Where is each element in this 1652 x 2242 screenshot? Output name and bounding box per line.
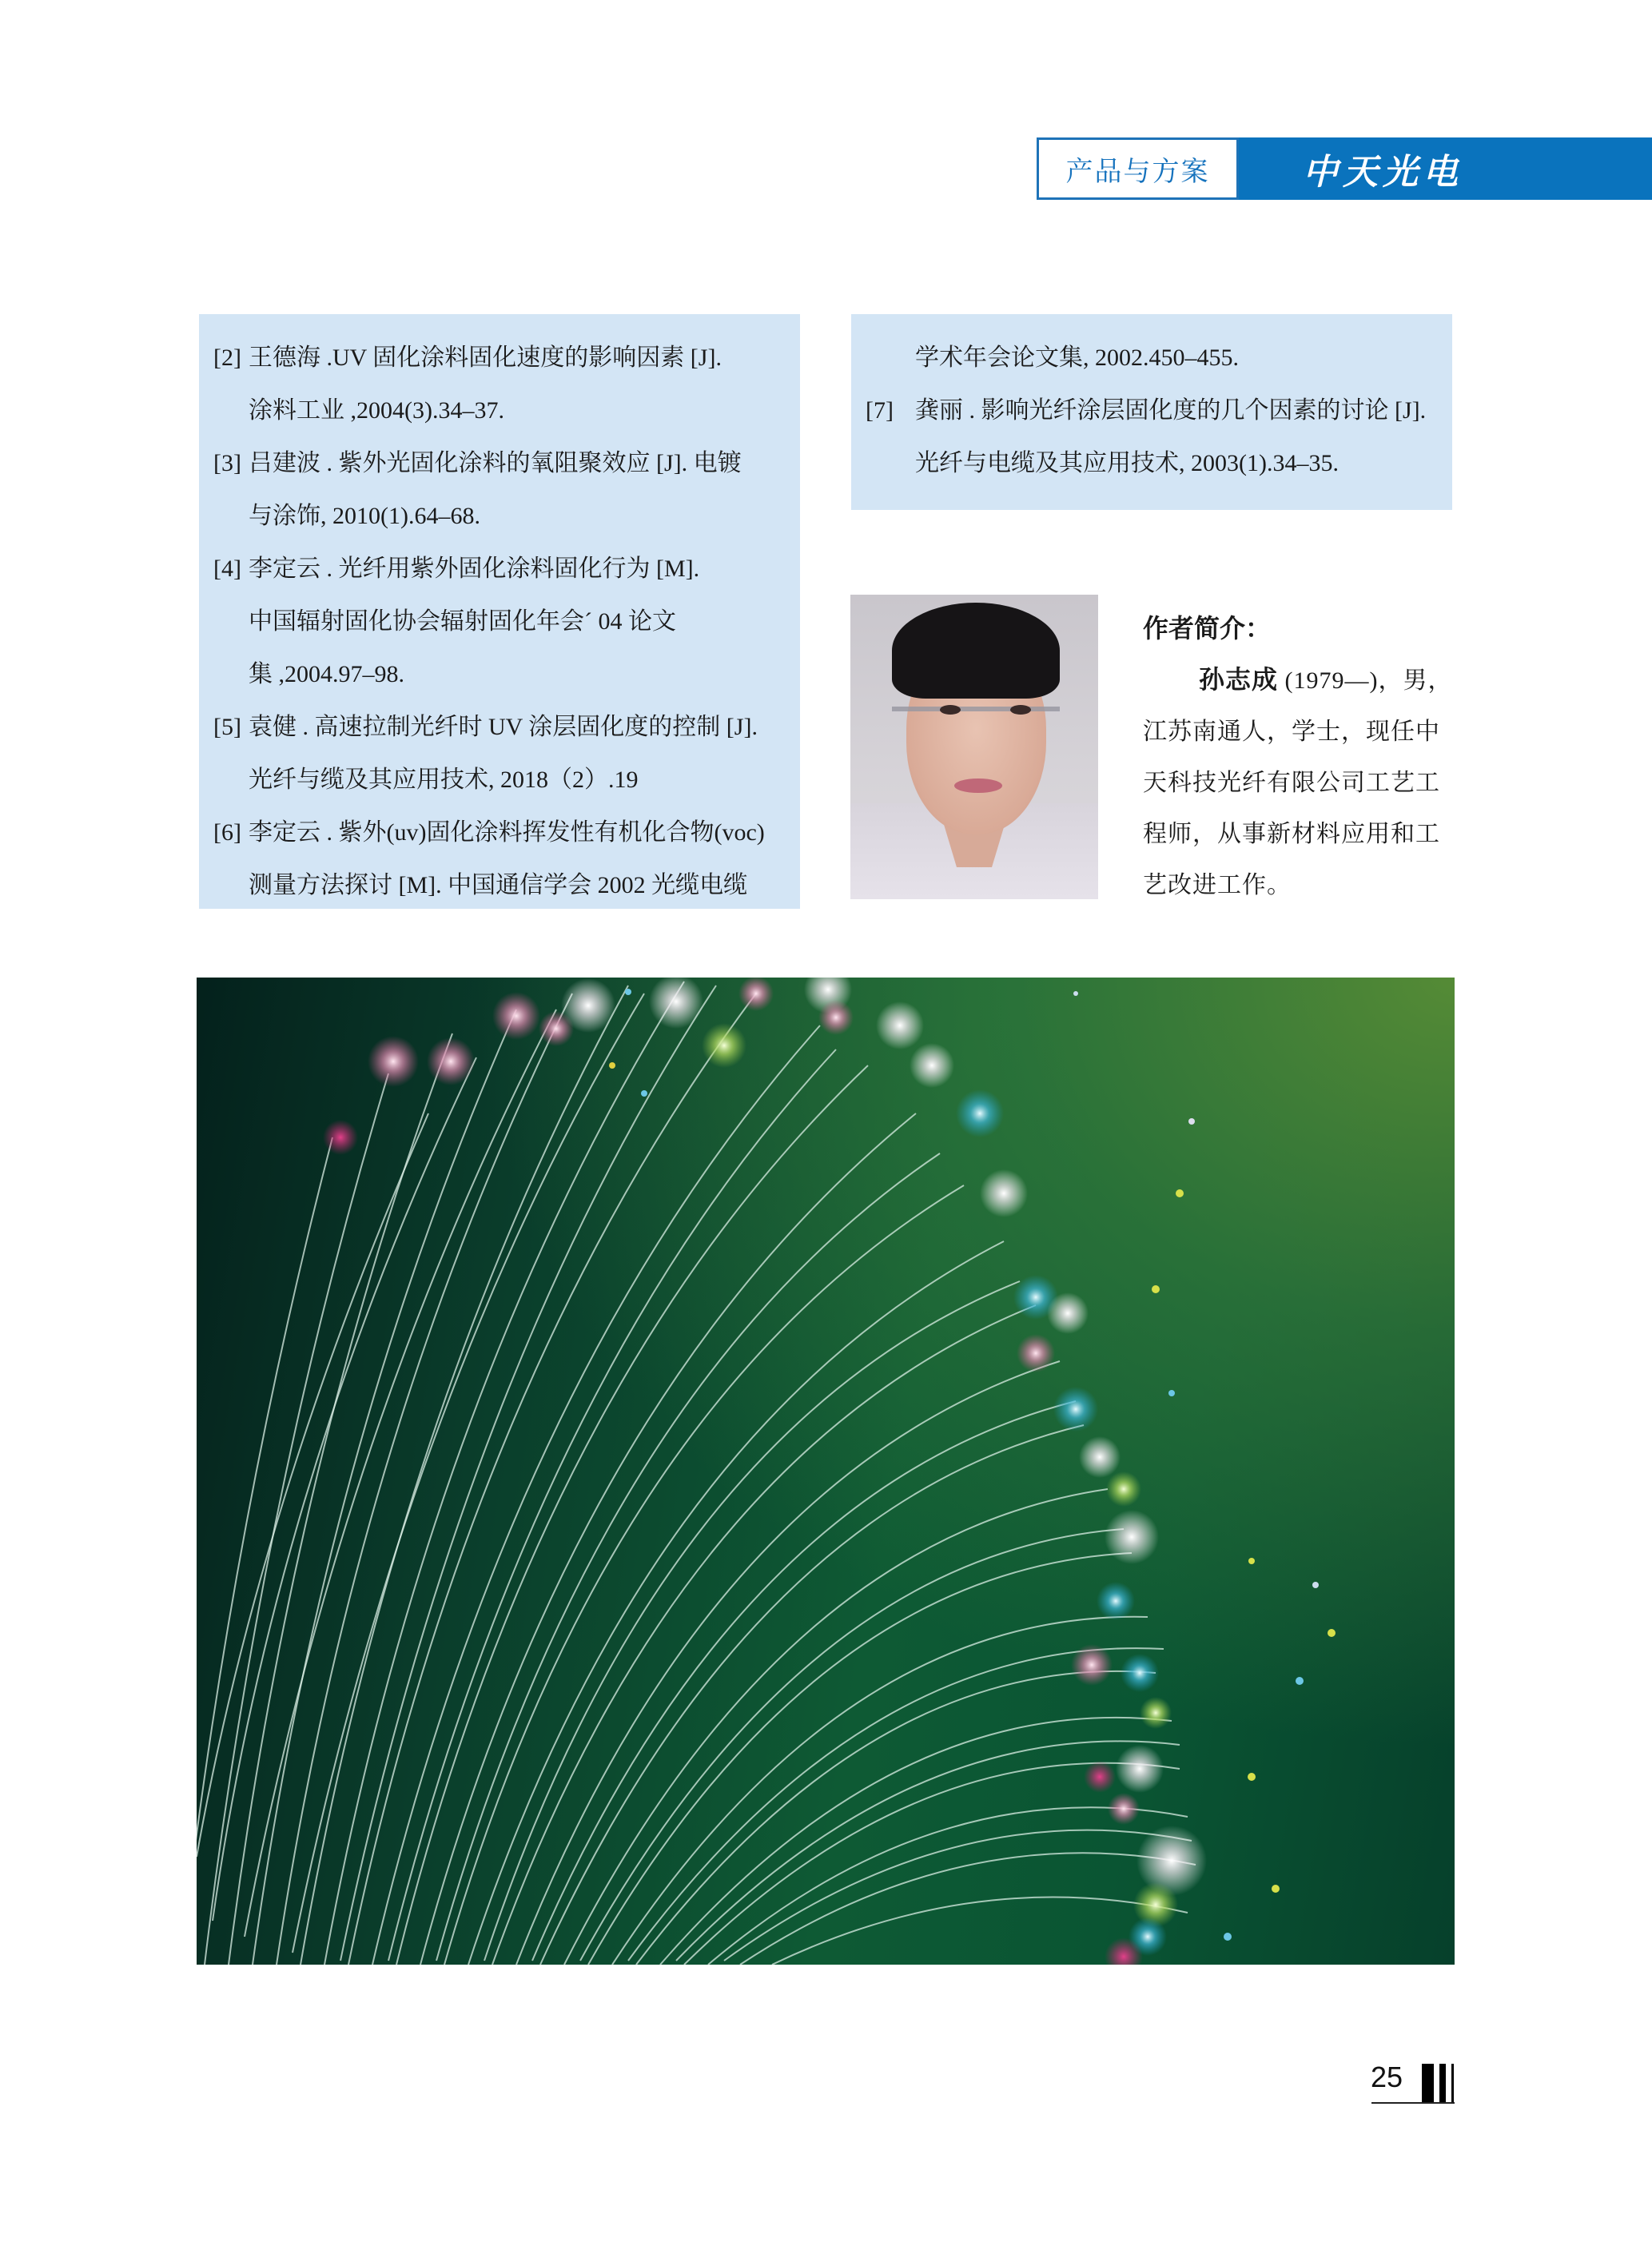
author-birth-gender: (1979—)，男， [1278, 667, 1453, 694]
author-bio-first-line [1143, 654, 1463, 707]
reference-text: 光纤与缆及其应用技术, 2018（2）.19 [249, 767, 639, 793]
reference-text: 测量方法探讨 [M]. 中国通信学会 2002 光缆电缆 [249, 872, 748, 898]
references-box-right [851, 314, 1452, 510]
reference-number: [2] [213, 344, 241, 371]
brand-logo-text: 中天光电 [1303, 152, 1463, 193]
author-photo [850, 595, 1098, 899]
author-bio-line: 江苏南通人，学士，现任中 [1143, 719, 1440, 745]
fiber-optic-illustration [197, 978, 1455, 1965]
reference-number: [3] [213, 450, 241, 476]
reference-number: [5] [213, 714, 241, 740]
reference-text: 中国辐射固化协会辐射固化年会´ 04 论文 [249, 608, 676, 635]
reference-text: 龚丽 . 影响光纤涂层固化度的几个因素的讨论 [J]. [915, 397, 1427, 424]
page-marker-bar [1422, 2064, 1434, 2104]
photo-eye [1010, 705, 1031, 715]
fiber-strands-graphic [197, 978, 1455, 1965]
reference-item [213, 701, 786, 806]
page-marker-bar [1451, 2064, 1454, 2104]
reference-number: [7] [866, 397, 894, 424]
reference-text: 王德海 .UV 固化涂料固化速度的影响因素 [J]. [249, 344, 722, 371]
reference-text: 李定云 . 光纤用紫外固化涂料固化行为 [M]. [249, 556, 700, 582]
author-bio-line: 天科技光纤有限公司工艺工 [1143, 770, 1440, 796]
reference-text: 与涂饰, 2010(1).64–68. [249, 503, 480, 529]
reference-item [866, 384, 1438, 490]
reference-text: 袁健 . 高速拉制光纤时 UV 涂层固化度的控制 [J]. [249, 714, 758, 740]
reference-text: 吕建波 . 紫外光固化涂料的氧阻聚效应 [J]. 电镀 [249, 450, 742, 476]
reference-item [213, 543, 786, 701]
page-number: 25 [1371, 2061, 1403, 2093]
photo-glasses [892, 707, 1060, 711]
reference-number: [4] [213, 556, 241, 582]
photo-eye [940, 705, 961, 715]
references-box-left [199, 314, 800, 909]
brand-banner [1239, 137, 1652, 200]
author-bio-line: 程师，从事新材料应用和工 [1143, 821, 1440, 847]
section-label-text: 产品与方案 [1065, 155, 1210, 188]
reference-text: 涂料工业 ,2004(3).34–37. [249, 397, 504, 424]
photo-mouth [954, 779, 1002, 793]
author-bio [1143, 595, 1463, 911]
page-number-rule [1371, 2102, 1455, 2104]
author-bio-line: 艺改进工作。 [1143, 872, 1292, 898]
author-bio-heading: 作者简介： [1143, 614, 1272, 643]
author-name: 孙志成 [1199, 665, 1279, 694]
reference-item [213, 806, 786, 912]
reference-text: 集 ,2004.97–98. [249, 661, 404, 687]
reference-item [213, 437, 786, 543]
reference-number: [6] [213, 819, 241, 846]
reference-text: 光纤与电缆及其应用技术, 2003(1).34–35. [915, 450, 1339, 476]
section-label [1037, 137, 1239, 200]
photo-hair [892, 603, 1060, 699]
reference-text: 李定云 . 紫外(uv)固化涂料挥发性有机化合物(voc) [249, 819, 765, 846]
page-marker-bar [1439, 2064, 1446, 2104]
reference-continuation: 学术年会论文集, 2002.450–455. [915, 344, 1239, 371]
reference-item [213, 332, 786, 437]
